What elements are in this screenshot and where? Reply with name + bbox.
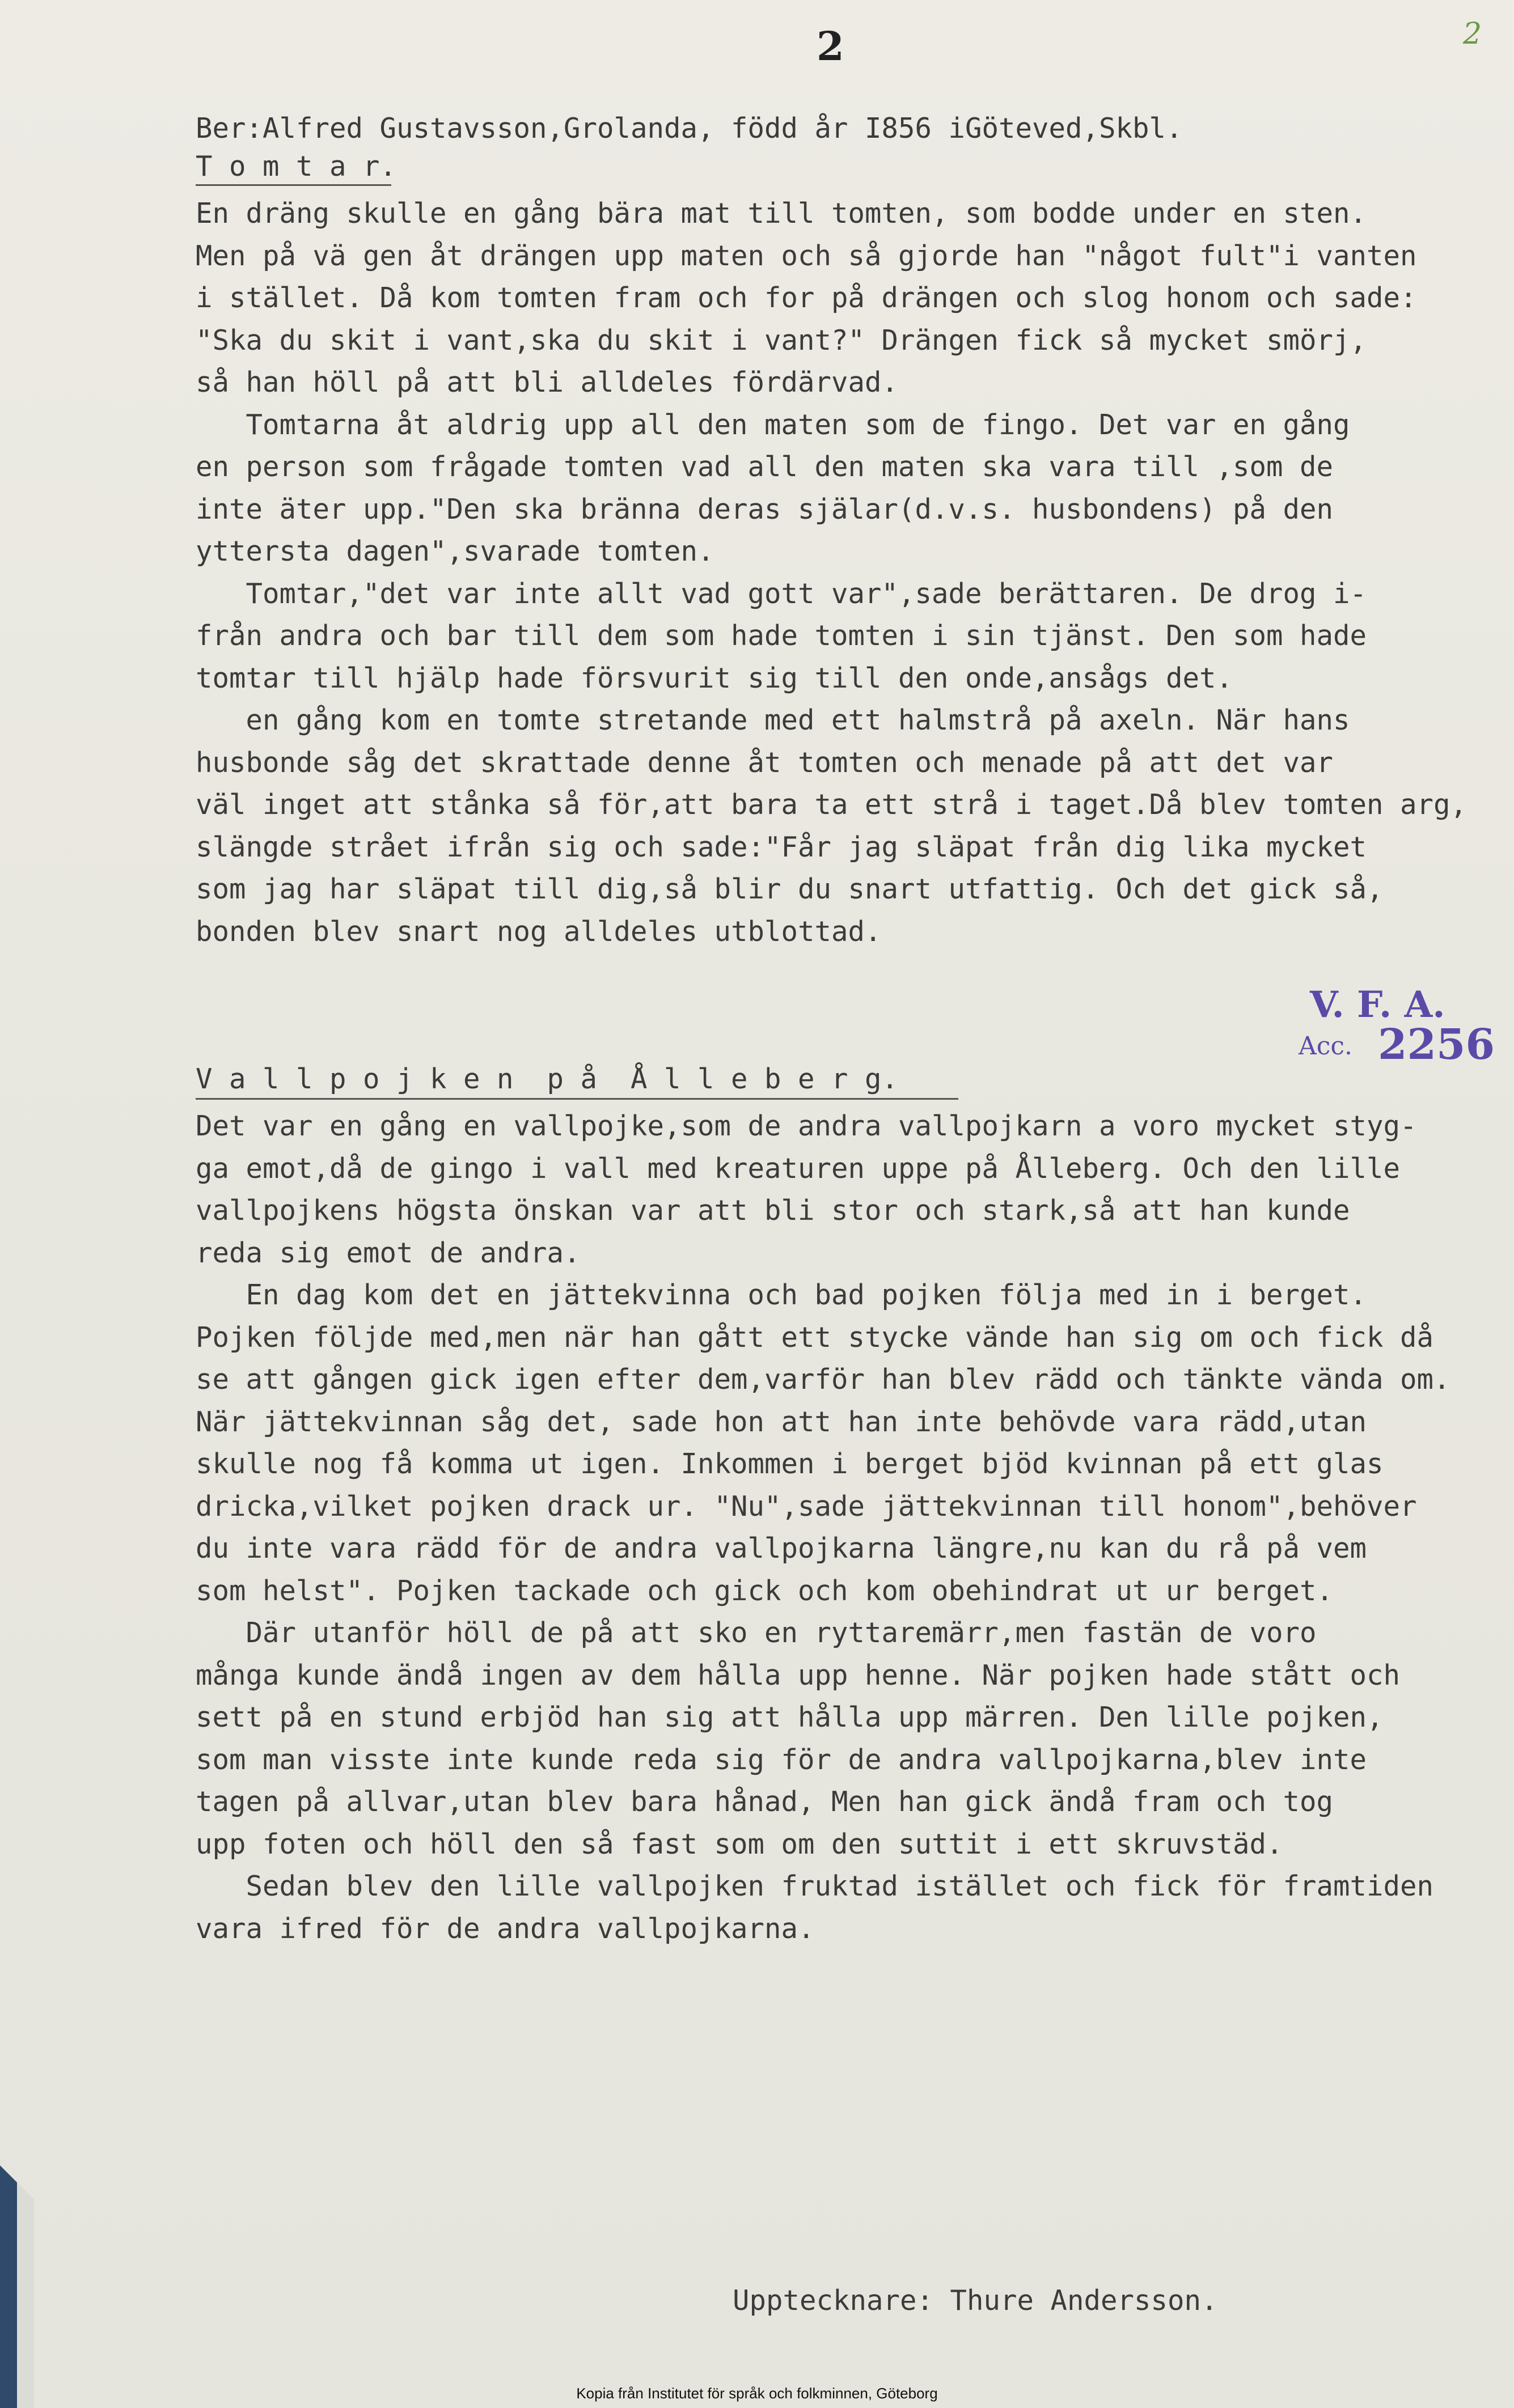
text-line: se att gången gick igen efter dem,varför han blev rädd och tänkte vända om. — [196, 1363, 1450, 1396]
section-title-tomtar: T o m t a r. — [196, 150, 397, 183]
text-line: vara ifred för de andra vallpojkarna. — [196, 1912, 815, 1945]
text-line: En dräng skulle en gång bära mat till tomten, som bodde under en sten. — [196, 197, 1367, 230]
text-line: Pojken följde med,men när han gått ett stycke vände han sig om och fick då — [196, 1321, 1434, 1354]
text-line: du inte vara rädd för de andra vallpojkarna längre,nu kan du rå på vem — [196, 1532, 1367, 1565]
text-line: i stället. Då kom tomten fram och for på drängen och slog honom och sade: — [196, 282, 1417, 314]
text-line: som man visste inte kunde reda sig för de andra vallpojkarna,blev inte — [196, 1743, 1367, 1776]
text-line: husbonde såg det skrattade denne åt tomten och menade på att det var — [196, 746, 1334, 779]
text-line: en person som frågade tomten vad all den maten ska vara till ,som de — [196, 451, 1334, 483]
text-line: bonden blev snart nog alldeles utblottad. — [196, 915, 882, 948]
text-line: Men på vä gen åt drängen upp maten och så gjorde han "något fult"i vanten — [196, 239, 1417, 272]
text-line: Där utanför höll de på att sko en ryttaremärr,men fastän de voro — [196, 1617, 1317, 1649]
archive-stamp-letters: V. F. A. — [1310, 983, 1445, 1026]
text-line: dricka,vilket pojken drack ur. "Nu",sade jättekvinnan till honom",behöver — [196, 1490, 1417, 1523]
title-underline — [196, 1098, 958, 1100]
text-line: vallpojkens högsta önskan var att bli stor och stark,så att han kunde — [196, 1194, 1350, 1227]
text-line: som helst". Pojken tackade och gick och kom obehindrat ut ur berget. — [196, 1574, 1334, 1607]
page-number: 2 — [817, 23, 844, 70]
text-line: En dag kom det en jättekvinna och bad pojken följa med in i berget. — [196, 1279, 1367, 1311]
informant-line: Ber:Alfred Gustavsson,Grolanda, född år I856 iGöteved,Skbl. — [196, 112, 1183, 145]
archive-stamp-prefix: Acc. — [1299, 1032, 1353, 1061]
recorder-signature: Upptecknare: Thure Andersson. — [733, 2284, 1218, 2317]
text-line: skulle nog få komma ut igen. Inkommen i berget bjöd kvinnan på ett glas — [196, 1448, 1384, 1480]
text-line: en gång kom en tomte stretande med ett halmstrå på axeln. När hans — [196, 704, 1350, 736]
archive-stamp-number: 2256 — [1378, 1020, 1495, 1069]
text-line: tomtar till hjälp hade försvurit sig till den onde,ansågs det. — [196, 662, 1233, 694]
text-line: Det var en gång en vallpojke,som de andra vallpojkarn a voro mycket styg- — [196, 1110, 1417, 1142]
text-line: tagen på allvar,utan blev bara hånad, Men han gick ändå fram och tog — [196, 1786, 1334, 1818]
text-line: När jättekvinnan såg det, sade hon att han inte behövde vara rädd,utan — [196, 1405, 1367, 1438]
text-line: "Ska du skit i vant,ska du skit i vant?" Drängen fick så mycket smörj, — [196, 324, 1367, 357]
text-line: ga emot,då de gingo i vall med kreaturen uppe på Ålleberg. Och den lille — [196, 1152, 1401, 1185]
text-line: många kunde ändå ingen av dem hålla upp henne. När pojken hade stått och — [196, 1659, 1401, 1691]
archive-footer: Kopia från Institutet för språk och folkminnen, Göteborg — [576, 2385, 938, 2402]
text-line: från andra och bar till dem som hade tomten i sin tjänst. Den som hade — [196, 620, 1367, 652]
text-line: upp foten och höll den så fast som om den suttit i ett skruvstäd. — [196, 1828, 1283, 1860]
section-title-vallpojken: V a l l p o j k e n p å Å l l e b e r g. — [196, 1063, 899, 1095]
text-line: sett på en stund erbjöd han sig att hålla upp märren. Den lille pojken, — [196, 1701, 1384, 1733]
text-line: Sedan blev den lille vallpojken fruktad istället och fick för framtiden — [196, 1870, 1434, 1902]
text-line: slängde strået ifrån sig och sade:"Får jag släpat från dig lika mycket — [196, 830, 1367, 863]
archive-pencil-mark: 2 — [1463, 17, 1482, 51]
section-body-tomtar — [196, 193, 1500, 953]
text-line: yttersta dagen",svarade tomten. — [196, 535, 714, 567]
text-line: Tomtarna åt aldrig upp all den maten som de fingo. Det var en gång — [196, 408, 1350, 441]
text-line: väl inget att stånka så för,att bara ta ett strå i taget.Då blev tomten arg, — [196, 788, 1468, 821]
section-body-vallpojken — [196, 1105, 1500, 1950]
text-line: inte äter upp."Den ska bränna deras själar(d.v.s. husbondens) på den — [196, 493, 1334, 525]
text-line: så han höll på att bli alldeles fördärvad. — [196, 366, 899, 398]
title-underline — [196, 184, 391, 186]
text-line: Tomtar,"det var inte allt vad gott var",sade berättaren. De drog i- — [196, 577, 1367, 610]
text-line: reda sig emot de andra. — [196, 1236, 581, 1269]
text-line: som jag har släpat till dig,så blir du snart utfattig. Och det gick så, — [196, 873, 1384, 905]
